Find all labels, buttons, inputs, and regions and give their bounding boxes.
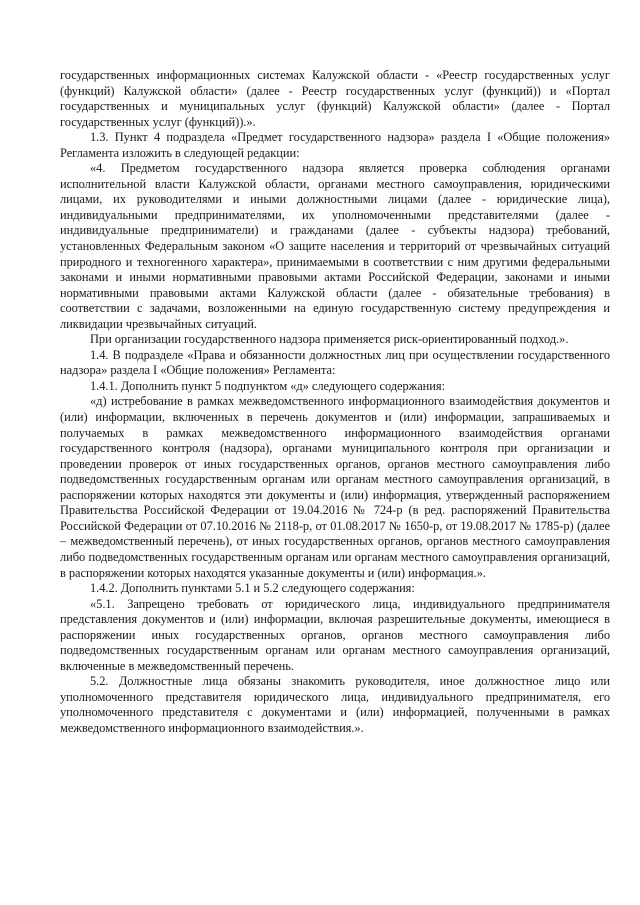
paragraph-item-4: «4. Предметом государственного надзора является проверка соблюдения органами исполнительной власти Калужской области, органами местного самоуправления, юридическими лицами, их руководителями и иными должностными лицами (далее - юридические лица), индивидуальными предпринимателями, их уполномоченными представителями (далее - индивидуальные предприниматели) и гражданами (далее - субъекты надзора) требований, установленных Федеральным законом «О защите населения и территорий от чрезвычайных ситуаций природного и техногенного характера», принимаемыми в соответствии с ним другими федеральными законами и иными нормативными правовыми актами Российской Федерации, законами и иными нормативными правовыми актами Калужской области (далее - обязательные требования) в соответствии с задачами, возложенными на единую государственную систему предупреждения и ликвидации чрезвычайных ситуаций. [60, 161, 610, 331]
paragraph-5-1: «5.1. Запрещено требовать от юридического лица, индивидуального предпринимателя представления документов и (или) информации, включая разрешительные документы, имеющиеся в распоряжении иных государственных органов, органов местного самоуправления либо подведомственных государственным органам или органам местного самоуправления организаций, включенные в межведомственный перечень. [60, 596, 610, 673]
paragraph-registry-tail: государственных информационных системах Калужской области - «Реестр государственных услуг (функций) Калужской области» (далее - Реестр государственных услуг (функций)) и «Портал государственных и муниципальных услуг (функций) Калужской области» (далее - Портал государственных услуг (функций)).». [60, 68, 610, 129]
document-page [60, 68, 610, 737]
paragraph-1-4-2: 1.4.2. Дополнить пунктами 5.1 и 5.2 следующего содержания: [90, 581, 415, 596]
paragraph-subitem-d: «д) истребование в рамках межведомственного информационного взаимодействия документов и (или) информации, включенных в перечень документов и (или) информации, запрашиваемых и получаемых в рамках межведомственного информационного взаимодействия органами государственного контроля (надзора), органами муниципального контроля при организации и проведении проверок от иных государственных органов, органов местного самоуправления либо подведомственных государственным органам или органам местного самоуправления организаций, в распоряжении которых находятся эти документы и (или) информация, утвержденный распоряжением Правительства Российской Федерации от 19.04.2016 № 724-р (в ред. распоряжений Правительства Российской Федерации от 07.10.2016 № 2118-р, от 01.08.2017 № 1650-р, от 19.08.2017 № 1785-р) (далее – межведомственный перечень), от иных государственных органов, органов местного самоуправления либо подведомственных государственным органам или органам местного самоуправления организаций, в распоряжении которых находятся указанные документы и (или) информация.». [60, 394, 610, 580]
paragraph-1-4-1: 1.4.1. Дополнить пункт 5 подпунктом «д» следующего содержания: [90, 378, 445, 393]
paragraph-5-2: 5.2. Должностные лица обязаны знакомить руководителя, иное должностное лицо или уполномоченного представителя юридического лица, индивидуального предпринимателя, его уполномоченного представителя с документами и (или) информацией, полученными в рамках межведомственного информационного взаимодействия.». [60, 674, 610, 735]
paragraph-1-4: 1.4. В подразделе «Права и обязанности должностных лиц при осуществлении государственного надзора» раздела I «Общие положения» Регламента: [60, 347, 610, 378]
paragraph-risk-approach: При организации государственного надзора применяется риск-ориентированный подход.». [90, 332, 569, 347]
paragraph-1-3: 1.3. Пункт 4 подраздела «Предмет государственного надзора» раздела I «Общие положения» Регламента изложить в следующей редакции: [60, 130, 610, 160]
